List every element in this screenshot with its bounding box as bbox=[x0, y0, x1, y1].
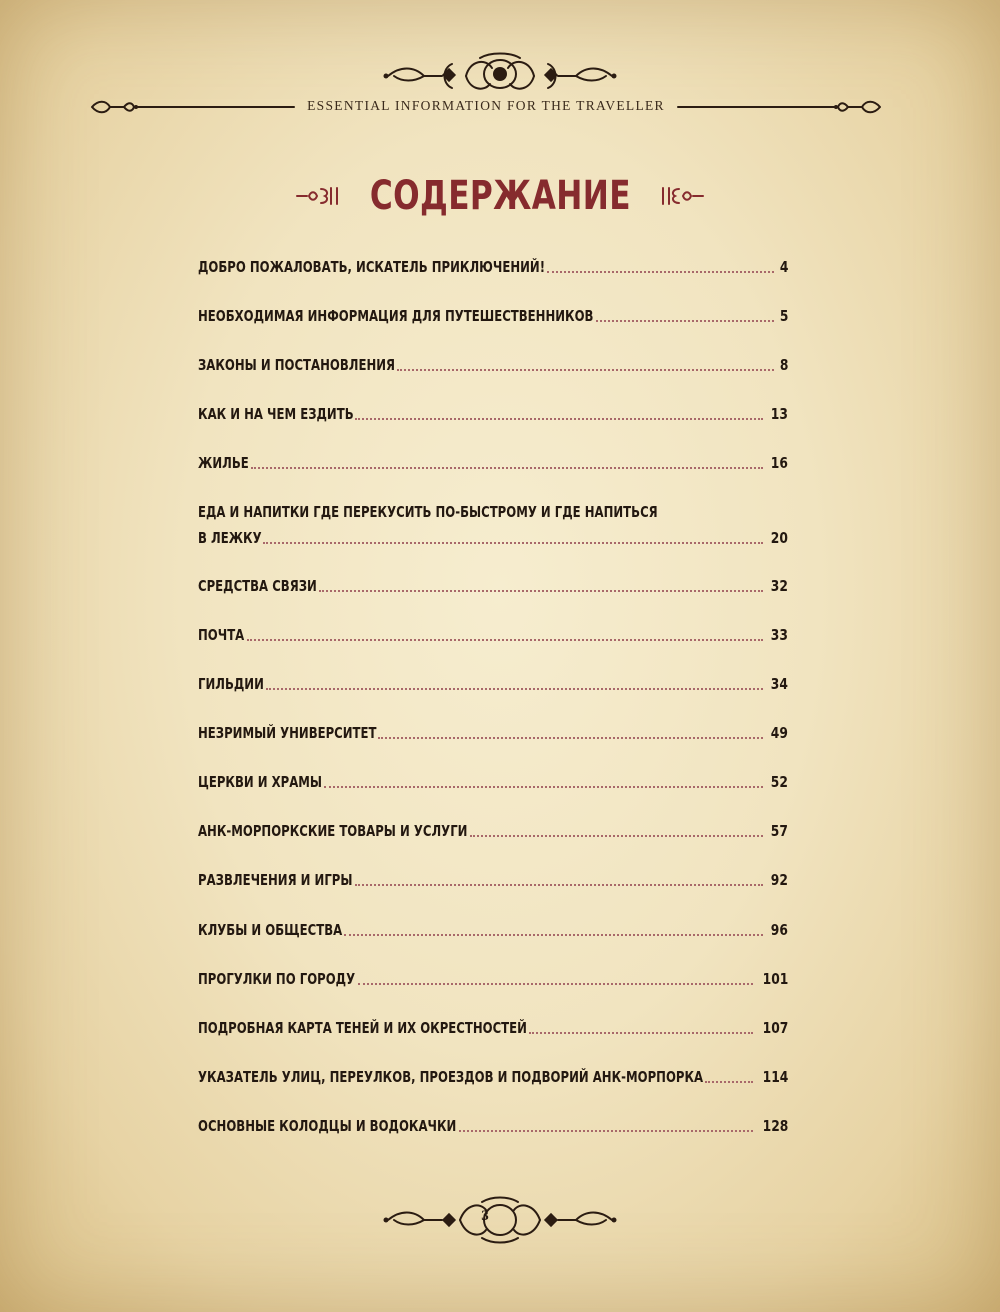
toc-entry-label: РАЗВЛЕЧЕНИЯ И ИГРЫ bbox=[198, 871, 353, 889]
top-ornament-icon bbox=[380, 50, 620, 96]
toc-entry-label: ОСНОВНЫЕ КОЛОДЦЫ И ВОДОКАЧКИ bbox=[198, 1117, 457, 1135]
toc-leader bbox=[355, 418, 763, 420]
rule-flourish-icon bbox=[672, 96, 884, 118]
toc-entry-label: ПОЧТА bbox=[198, 626, 245, 644]
toc-leader bbox=[247, 639, 764, 641]
toc-leader bbox=[251, 467, 763, 469]
toc-page-number: 92 bbox=[770, 871, 788, 889]
toc-leader bbox=[266, 688, 763, 690]
toc-entry[interactable] bbox=[198, 967, 788, 991]
toc-entry-label: КЛУБЫ И ОБЩЕСТВА bbox=[198, 921, 343, 939]
toc-entry[interactable] bbox=[198, 721, 788, 745]
toc-entry-label: НЕОБХОДИМАЯ ИНФОРМАЦИЯ ДЛЯ ПУТЕШЕСТВЕННИКОВ bbox=[198, 307, 594, 325]
toc-page-number: 101 bbox=[762, 970, 788, 988]
toc-page-number: 128 bbox=[762, 1117, 788, 1135]
toc-entry-label: СРЕДСТВА СВЯЗИ bbox=[198, 577, 317, 595]
toc-entry-label: ПРОГУЛКИ ПО ГОРОДУ bbox=[198, 970, 356, 988]
toc-leader bbox=[378, 737, 763, 739]
toc-entry-label: ДОБРО ПОЖАЛОВАТЬ, ИСКАТЕЛЬ ПРИКЛЮЧЕНИЙ! bbox=[198, 258, 546, 276]
toc-entry-label: ЦЕРКВИ И ХРАМЫ bbox=[198, 773, 323, 791]
toc-leader bbox=[547, 271, 774, 273]
title-flourish-icon bbox=[295, 184, 343, 208]
toc-entry[interactable] bbox=[198, 623, 788, 647]
toc-leader bbox=[529, 1032, 753, 1034]
toc-leader bbox=[344, 934, 763, 936]
rule-flourish-icon bbox=[88, 96, 300, 118]
toc-leader bbox=[596, 320, 774, 322]
toc-entry-label: КАК И НА ЧЕМ ЕЗДИТЬ bbox=[198, 405, 354, 423]
toc-leader bbox=[705, 1081, 753, 1083]
toc-entry[interactable] bbox=[198, 1114, 788, 1138]
title-row bbox=[0, 168, 1000, 224]
toc-leader bbox=[470, 835, 763, 837]
toc-entry[interactable] bbox=[198, 770, 788, 794]
toc-entry[interactable] bbox=[198, 451, 788, 475]
toc-page-number: 20 bbox=[770, 529, 788, 547]
title-flourish-icon bbox=[657, 184, 705, 208]
toc-entry-label: АНК-МОРПОРКСКИЕ ТОВАРЫ И УСЛУГИ bbox=[198, 822, 468, 840]
toc-entry-label: ЗАКОНЫ И ПОСТАНОВЛЕНИЯ bbox=[198, 356, 396, 374]
toc-page-number: 49 bbox=[770, 724, 788, 742]
toc-entry[interactable] bbox=[198, 304, 788, 328]
toc-entry-label: ЖИЛЬЕ bbox=[198, 454, 249, 472]
toc-entry[interactable] bbox=[198, 868, 788, 892]
toc-entry[interactable] bbox=[198, 1065, 788, 1089]
toc-page-number: 4 bbox=[779, 258, 788, 276]
toc-entry[interactable] bbox=[198, 819, 788, 843]
toc-entry-label: ПОДРОБНАЯ КАРТА ТЕНЕЙ И ИХ ОКРЕСТНОСТЕЙ bbox=[198, 1019, 527, 1037]
toc-entry-label: НЕЗРИМЫЙ УНИВЕРСИТЕТ bbox=[198, 724, 377, 742]
toc-entry-label: УКАЗАТЕЛЬ УЛИЦ, ПЕРЕУЛКОВ, ПРОЕЗДОВ И ПОДВОРИЙ АНК-МОРПОРКА bbox=[198, 1068, 704, 1086]
toc-page-number: 52 bbox=[770, 773, 788, 791]
toc-page-number: 16 bbox=[770, 454, 788, 472]
toc-entry[interactable] bbox=[198, 353, 788, 377]
toc-leader bbox=[324, 786, 763, 788]
toc-page-number: 13 bbox=[770, 405, 788, 423]
toc-leader bbox=[397, 369, 774, 371]
toc-page-number: 114 bbox=[762, 1068, 788, 1086]
running-head: ESSENTIAL INFORMATION FOR THE TRAVELLER bbox=[307, 98, 665, 113]
bottom-ornament-icon bbox=[380, 1196, 620, 1244]
toc-leader bbox=[263, 542, 763, 544]
toc-entry[interactable] bbox=[198, 918, 788, 942]
toc-page-number: 5 bbox=[779, 307, 788, 325]
toc-page-number: 8 bbox=[779, 356, 788, 374]
toc-entry[interactable] bbox=[198, 574, 788, 598]
toc-leader bbox=[319, 590, 763, 592]
toc-page-number: 96 bbox=[770, 921, 788, 939]
toc-page-number: 57 bbox=[770, 822, 788, 840]
page-number: 3 bbox=[481, 1208, 489, 1224]
toc-entry-label: ГИЛЬДИИ bbox=[198, 675, 264, 693]
toc-entry[interactable] bbox=[198, 500, 788, 550]
toc-entry[interactable] bbox=[198, 402, 788, 426]
toc-entry-label: В ЛЕЖКУ bbox=[198, 529, 262, 547]
toc-leader bbox=[355, 884, 764, 886]
toc-page-number: 32 bbox=[770, 577, 788, 595]
toc-entry[interactable] bbox=[198, 255, 788, 279]
toc-leader bbox=[459, 1130, 753, 1132]
toc-page-number: 33 bbox=[770, 626, 788, 644]
toc-entry[interactable] bbox=[198, 1016, 788, 1040]
toc-page-number: 107 bbox=[762, 1019, 788, 1037]
toc-entry[interactable] bbox=[198, 672, 788, 696]
page-title: СОДЕРЖАНИЕ bbox=[369, 173, 631, 219]
toc-leader bbox=[358, 983, 753, 985]
toc-entry-label-line1: ЕДА И НАПИТКИ ГДЕ ПЕРЕКУСИТЬ ПО-БЫСТРОМУ И ГДЕ НАПИТЬСЯ bbox=[198, 503, 658, 521]
toc-page-number: 34 bbox=[770, 675, 788, 693]
